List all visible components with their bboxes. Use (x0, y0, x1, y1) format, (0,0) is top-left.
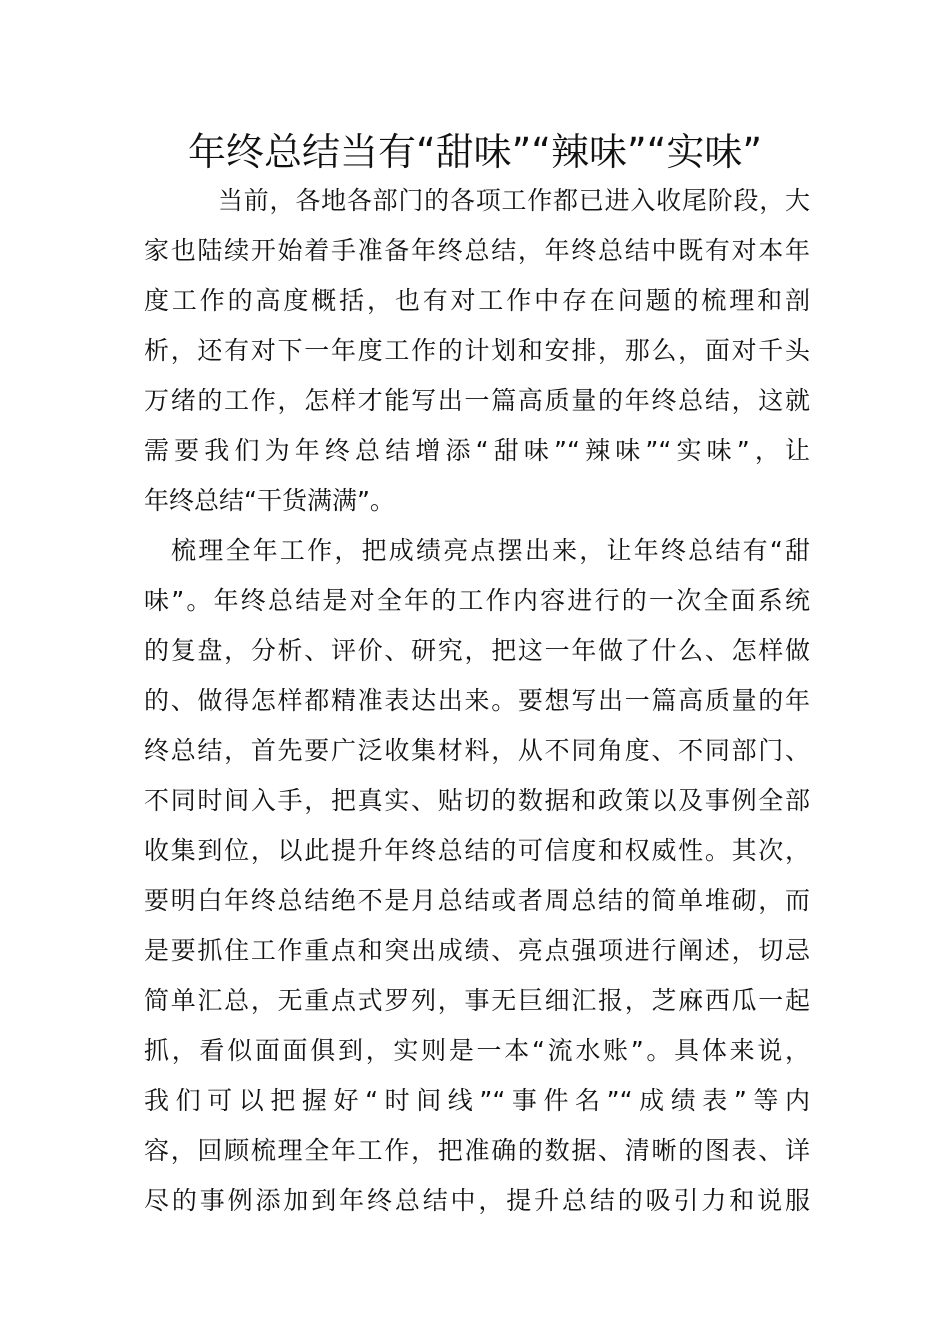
text-line: 度工作的高度概括，也有对工作中存在问题的梳理和剖 (144, 286, 810, 315)
text-line: 年终总结“干货满满”。 (144, 486, 395, 515)
text-line: 收集到位，以此提升年终总结的可信度和权威性。其次， (144, 836, 810, 865)
text-line: 要明白年终总结绝不是月总结或者周总结的简单堆砌，而 (144, 886, 810, 915)
text-line: 析，还有对下一年度工作的计划和安排，那么，面对千头 (144, 336, 810, 365)
text-line: 味”。年终总结是对全年的工作内容进行的一次全面系统 (144, 586, 810, 615)
paragraph-2 (144, 526, 810, 1226)
document-body (144, 176, 810, 1226)
text-line: 的、做得怎样都精准表达出来。要想写出一篇高质量的年 (144, 686, 810, 715)
text-line: 家也陆续开始着手准备年终总结，年终总结中既有对本年 (144, 236, 810, 265)
text-line: 我们可以把握好“时间线”“事件名”“成绩表”等内 (144, 1086, 810, 1115)
paragraph-1 (144, 176, 810, 526)
text-line: 容，回顾梳理全年工作，把准确的数据、清晰的图表、详 (144, 1136, 810, 1165)
text-line: 终总结，首先要广泛收集材料，从不同角度、不同部门、 (144, 736, 810, 765)
text-line: 简单汇总，无重点式罗列，事无巨细汇报，芝麻西瓜一起 (144, 986, 810, 1015)
document-title: 年终总结当有“甜味”“辣味”“实味” (187, 130, 763, 174)
text-line: 万绪的工作，怎样才能写出一篇高质量的年终总结，这就 (144, 386, 810, 415)
text-line: 抓，看似面面俱到，实则是一本“流水账”。具体来说， (144, 1036, 810, 1065)
text-line: 需要我们为年终总结增添“甜味”“辣味”“实味”，让 (144, 436, 810, 465)
text-line: 的复盘，分析、评价、研究，把这一年做了什么、怎样做 (144, 636, 810, 665)
text-line: 当前，各地各部门的各项工作都已进入收尾阶段，大 (218, 186, 810, 215)
text-line: 梳理全年工作，把成绩亮点摆出来，让年终总结有“甜 (171, 536, 810, 565)
text-line: 尽的事例添加到年终总结中，提升总结的吸引力和说服 (144, 1186, 810, 1215)
text-line: 是要抓住工作重点和突出成绩、亮点强项进行阐述，切忌 (144, 936, 810, 965)
text-line: 不同时间入手，把真实、贴切的数据和政策以及事例全部 (144, 786, 810, 815)
